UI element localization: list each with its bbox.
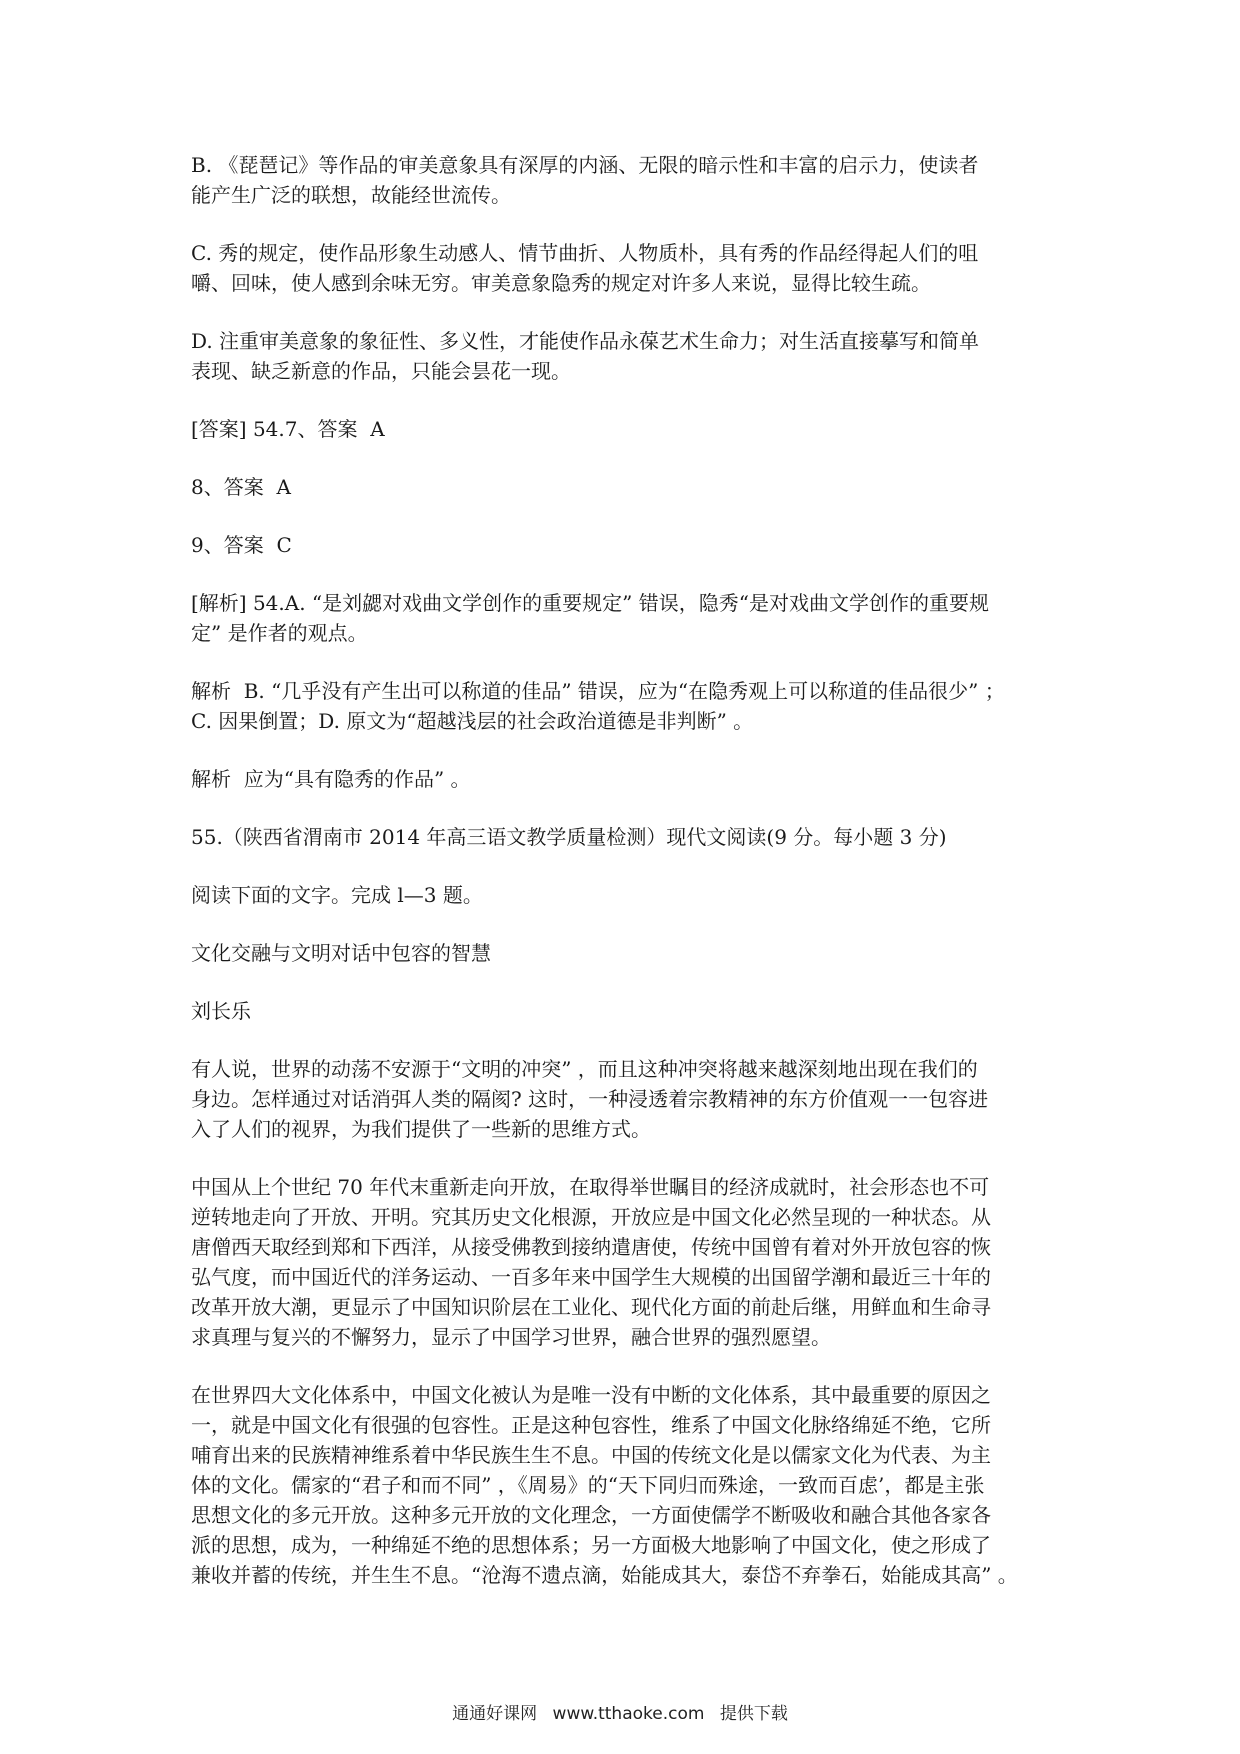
paragraph-analysis-b — [191, 676, 1059, 736]
text-line: C. 因果倒置；D. 原文为“超越浅层的社会政治道德是非判断” 。 — [191, 709, 754, 733]
text-line: 一，就是中国文化有很强的包容性。正是这种包容性，维系了中国文化脉络绵延不绝，它所 — [191, 1413, 991, 1437]
text-line: 55.（陕西省渭南市 2014 年高三语文教学质量检测）现代文阅读(9 分。每小题 3 分) — [191, 825, 947, 849]
text-line: 文化交融与文明对话中包容的智慧 — [191, 941, 491, 965]
page-footer — [0, 1703, 1240, 1725]
footer-site-name: 通通好课网 — [452, 1704, 538, 1724]
text-line: 入了人们的视界，为我们提供了一些新的思维方式。 — [191, 1117, 651, 1141]
document-body — [191, 150, 1059, 1618]
paragraph-question-55 — [191, 822, 1059, 852]
footer-url[interactable]: www.tthaoke.com — [552, 1704, 705, 1724]
paragraph-option-b — [191, 150, 1059, 210]
paragraph-analysis-c — [191, 764, 1059, 794]
text-line: [答案] 54.7、答案 A — [191, 417, 385, 441]
text-line: 身边。怎样通过对话消弭人类的隔阂? 这时，一种浸透着宗教精神的东方价值观一一包容进 — [191, 1087, 989, 1111]
text-line: B. 《琵琶记》等作品的审美意象具有深厚的内涵、无限的暗示性和丰富的启示力，使读者 — [191, 153, 979, 177]
text-line: 思想文化的多元开放。这种多元开放的文化理念，一方面使儒学不断吸收和融合其他各家各 — [191, 1503, 991, 1527]
paragraph-article-p2 — [191, 1172, 1059, 1352]
text-line: C. 秀的规定，使作品形象生动感人、情节曲折、人物质朴，具有秀的作品经得起人们的咀 — [191, 241, 979, 265]
text-line: 解析 B. “几乎没有产生出可以称道的佳品” 错误，应为“在隐秀观上可以称道的佳品很少” ； — [191, 679, 1005, 703]
text-line: 9、答案 C — [191, 533, 292, 557]
text-line: 定” 是作者的观点。 — [191, 621, 368, 645]
text-line: 兼收并蓄的传统，并生生不息。“沧海不遗点滴，始能成其大，泰岱不弃拳石，始能成其高” 。 — [191, 1563, 1018, 1587]
text-line: 体的文化。儒家的“君子和而不同” ，《周易》的“天下同归而殊途，一致而百虑’，都是主张 — [191, 1473, 985, 1497]
paragraph-article-author — [191, 996, 1059, 1026]
text-line: 解析 应为“具有隐秀的作品” 。 — [191, 767, 471, 791]
paragraph-analysis-54-a — [191, 588, 1059, 648]
text-line: 哺育出来的民族精神维系着中华民族生生不息。中国的传统文化是以儒家文化为代表、为主 — [191, 1443, 991, 1467]
text-line: 中国从上个世纪 70 年代末重新走向开放，在取得举世瞩目的经济成就时，社会形态也不可 — [191, 1175, 990, 1199]
text-line: 逆转地走向了开放、开明。究其历史文化根源，开放应是中国文化必然呈现的一种状态。从 — [191, 1205, 991, 1229]
text-line: 派的思想，成为，一种绵延不绝的思想体系；另一方面极大地影响了中国文化，使之形成了 — [191, 1533, 991, 1557]
footer-tagline: 提供下载 — [719, 1704, 788, 1724]
text-line: 能产生广泛的联想，故能经世流传。 — [191, 183, 511, 207]
text-line: 表现、缺乏新意的作品，只能会昙花一现。 — [191, 359, 571, 383]
paragraph-answer-9 — [191, 530, 1059, 560]
text-line: 阅读下面的文字。完成 l—3 题。 — [191, 883, 483, 907]
text-line: 有人说，世界的动荡不安源于“文明的冲突” ，而且这种冲突将越来越深刻地出现在我们的 — [191, 1057, 978, 1081]
text-line: 刘长乐 — [191, 999, 251, 1023]
text-line: D. 注重审美意象的象征性、多义性，才能使作品永葆艺术生命力；对生活直接摹写和简单 — [191, 329, 980, 353]
paragraph-article-p1 — [191, 1054, 1059, 1144]
paragraph-answer-8 — [191, 472, 1059, 502]
text-line: 求真理与复兴的不懈努力，显示了中国学习世界，融合世界的强烈愿望。 — [191, 1325, 831, 1349]
paragraph-article-title — [191, 938, 1059, 968]
text-line: 唐僧西天取经到郑和下西洋，从接受佛教到接纳遣唐使，传统中国曾有着对外开放包容的恢 — [191, 1235, 991, 1259]
text-line: 弘气度，而中国近代的洋务运动、一百多年来中国学生大规模的出国留学潮和最近三十年的 — [191, 1265, 991, 1289]
paragraph-instruction — [191, 880, 1059, 910]
paragraph-option-d — [191, 326, 1059, 386]
text-line: 嚼、回味，使人感到余味无穷。审美意象隐秀的规定对许多人来说，显得比较生疏。 — [191, 271, 931, 295]
paragraph-article-p3 — [191, 1380, 1059, 1590]
paragraph-answer-54-7 — [191, 414, 1059, 444]
text-line: [解析] 54.A. “是刘勰对戏曲文学创作的重要规定” 错误，隐秀“是对戏曲文学创作的重要规 — [191, 591, 989, 615]
text-line: 在世界四大文化体系中，中国文化被认为是唯一没有中断的文化体系，其中最重要的原因之 — [191, 1383, 991, 1407]
paragraph-option-c — [191, 238, 1059, 298]
text-line: 8、答案 A — [191, 475, 291, 499]
text-line: 改革开放大潮，更显示了中国知识阶层在工业化、现代化方面的前赴后继，用鲜血和生命寻 — [191, 1295, 991, 1319]
